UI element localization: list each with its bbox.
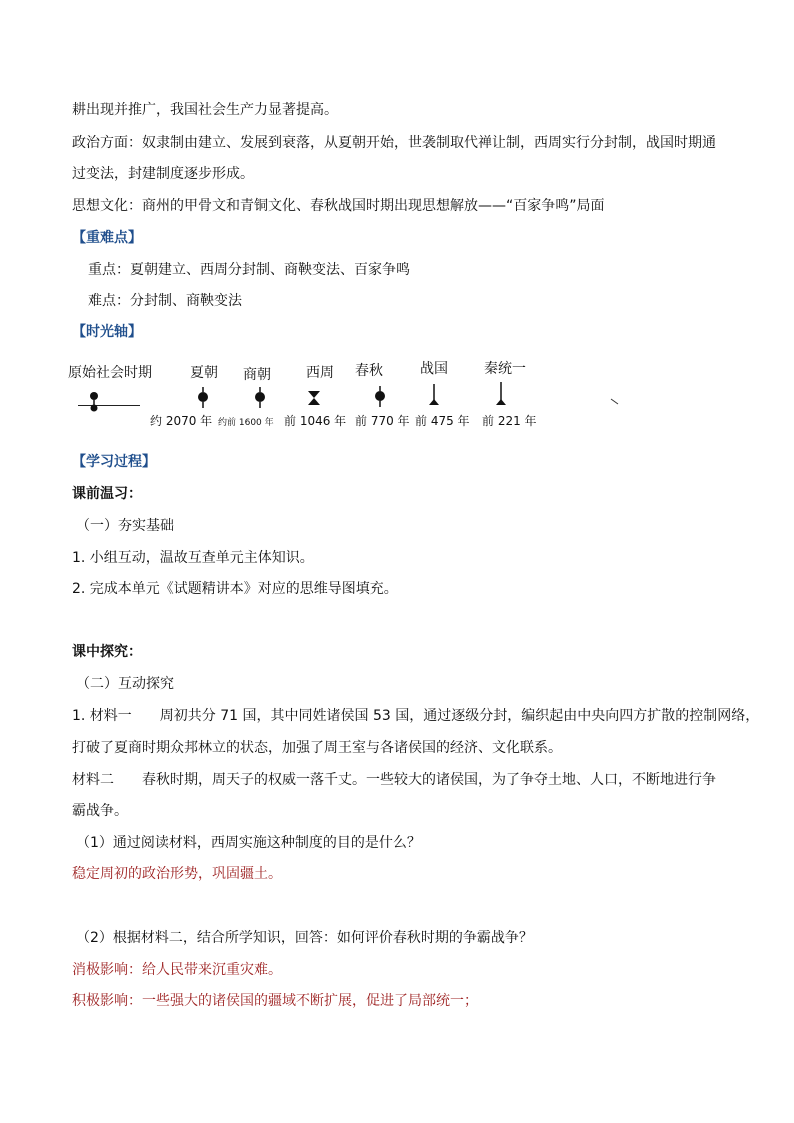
timeline-label: 战国 bbox=[420, 361, 448, 377]
preview-item: 1. 小组互动，温故互查单元主体知识。 bbox=[72, 550, 314, 566]
text-line: 耕出现并推广，我国社会生产力显著提高。 bbox=[72, 102, 338, 118]
section-heading-process: 【学习过程】 bbox=[72, 454, 156, 470]
section-heading-key-points: 【重难点】 bbox=[72, 230, 142, 246]
question: （1）通过阅读材料，西周实施这种制度的目的是什么？ bbox=[76, 835, 421, 851]
text-line: 政治方面：奴隶制由建立、发展到衰落，从夏朝开始，世袭制取代禅让制，西周实行分封制，战国时期通 bbox=[72, 135, 716, 151]
timeline-year: 约前 1600 年 bbox=[218, 418, 274, 428]
section-heading-timeline: 【时光轴】 bbox=[72, 324, 142, 340]
preview-subtitle: （一）夯实基础 bbox=[76, 518, 174, 534]
timeline-label: 西周 bbox=[306, 365, 334, 381]
text-line: 思想文化：商州的甲骨文和青铜文化、春秋战国时期出现思想解放——“百家争鸣”局面 bbox=[72, 198, 605, 214]
timeline-year: 前 1046 年 bbox=[284, 414, 347, 428]
timeline-label: 商朝 bbox=[243, 367, 271, 383]
answer: 消极影响：给人民带来沉重灾难。 bbox=[72, 962, 282, 978]
timeline-marker-icon bbox=[427, 384, 441, 406]
material-text: 打破了夏商时期众邦林立的状态，加强了周王室与各诸侯国的经济、文化联系。 bbox=[72, 740, 562, 756]
preview-title: 课前温习： bbox=[72, 486, 142, 502]
timeline-year: 前 221 年 bbox=[482, 414, 537, 428]
timeline-label: 原始社会时期 bbox=[68, 365, 152, 381]
answer: 稳定周初的政治形势，巩固疆土。 bbox=[72, 866, 282, 882]
timeline-year: 前 475 年 bbox=[415, 414, 470, 428]
timeline-marker-icon bbox=[308, 391, 320, 405]
material-text: 材料二 春秋时期，周天子的权威一落千丈。一些较大的诸侯国，为了争夺土地、人口，不断地进行争 bbox=[72, 772, 716, 788]
material-text: 霸战争。 bbox=[72, 803, 128, 819]
text-line: 过变法，封建制度逐步形成。 bbox=[72, 166, 254, 182]
question: （2）根据材料二，结合所学知识，回答：如何评价春秋时期的争霸战争？ bbox=[76, 930, 533, 946]
key-point-difficult: 难点：分封制、商鞅变法 bbox=[88, 293, 242, 309]
timeline-marker-icon bbox=[86, 390, 102, 412]
timeline-marker-icon bbox=[253, 387, 267, 409]
timeline-label: 春秋 bbox=[355, 363, 383, 379]
timeline-year: 约 2070 年 bbox=[150, 414, 213, 428]
timeline-year: 前 770 年 bbox=[355, 414, 410, 428]
timeline-label: 夏朝 bbox=[190, 365, 218, 381]
timeline-marker-icon bbox=[196, 387, 210, 409]
preview-item: 2. 完成本单元《试题精讲本》对应的思维导图填充。 bbox=[72, 581, 398, 597]
timeline-label: 秦统一 bbox=[484, 361, 526, 377]
timeline-marker-icon bbox=[494, 382, 508, 406]
timeline-marker-icon bbox=[373, 386, 387, 408]
answer: 积极影响：一些强大的诸侯国的疆域不断扩展，促进了局部统一； bbox=[72, 993, 478, 1009]
timeline bbox=[68, 356, 732, 436]
explore-subtitle: （二）互动探究 bbox=[76, 676, 174, 692]
key-point-important: 重点：夏朝建立、西周分封制、商鞅变法、百家争鸣 bbox=[88, 262, 410, 278]
material-text: 1. 材料一 周初共分 71 国，其中同姓诸侯国 53 国，通过逐级分封，编织起由中央向四方扩散的控制网络， bbox=[72, 708, 760, 724]
explore-title: 课中探究： bbox=[72, 644, 142, 660]
timeline-tick-icon bbox=[610, 398, 620, 406]
